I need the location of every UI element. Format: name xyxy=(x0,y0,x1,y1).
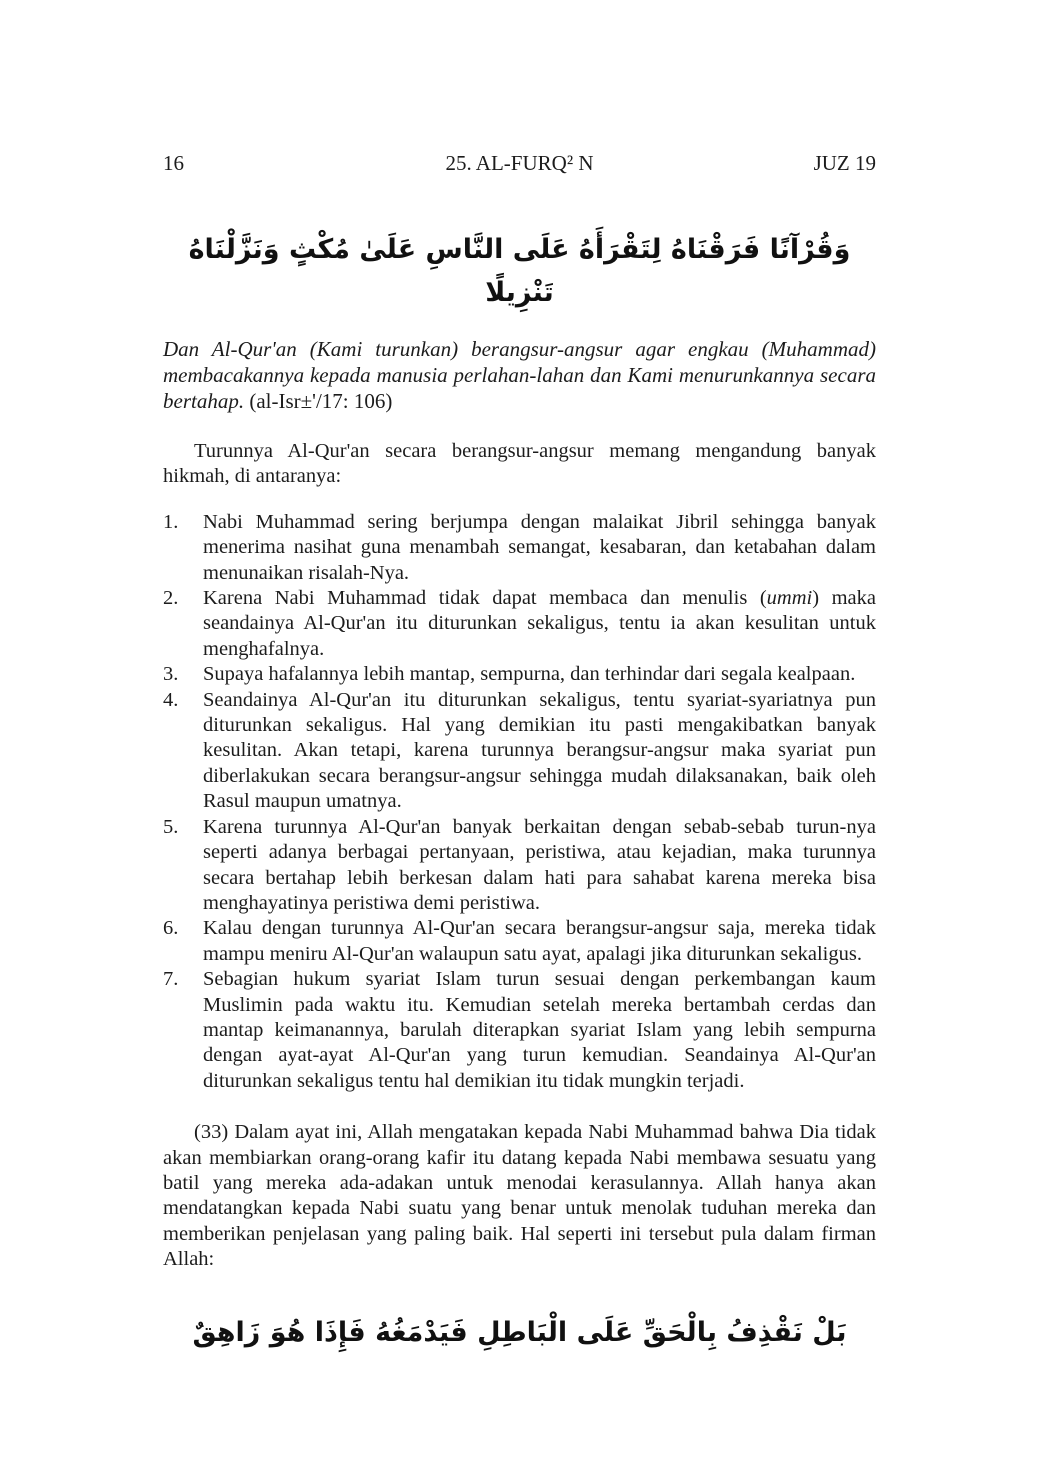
list-item-number: 7. xyxy=(163,968,179,991)
list-item-number: 1. xyxy=(163,510,179,533)
list-item-number: 4. xyxy=(163,688,179,711)
running-header xyxy=(163,150,876,176)
list-item-number: 2. xyxy=(163,587,179,610)
list-item xyxy=(163,662,876,687)
arabic-verse-bottom: بَلْ نَقْذِفُ بِالْحَقِّ عَلَى الْبَاطِلِ فَيَدْمَغُهُ فَإِذَا هُوَ زَاهِقٌ xyxy=(192,1316,847,1348)
verse-33-commentary-paragraph: (33) Dalam ayat ini, Allah mengatakan kepada Nabi Muhammad bahwa Dia tidak akan membiarkan orang-orang kafir itu datang kepada Nabi membawa sesuatu yang batil yang mereka ada-adakan untuk menodai kerasulannya. Allah hanya akan mendatangkan kepada Nabi suatu yang benar untuk menolak tuduhan mereka dan memberikan penjelasan yang paling baik. Hal seperti ini tersebut pula dalam firman Allah: xyxy=(163,1121,876,1271)
verse-translation xyxy=(163,336,876,414)
list-item-text: Kalau dengan turunnya Al-Qur'an secara berangsur-angsur saja, mereka tidak mampu meniru Al-Qur'an walaupun satu ayat, apalagi jika diturunkan sekaligus. xyxy=(203,917,876,965)
arabic-verse-top: وَقُرْآنًا فَرَقْنَاهُ لِتَقْرَأَهُ عَلَى النَّاسِ عَلَىٰ مُكْثٍ وَنَزَّلْنَاهُ تَنْزِيلًا xyxy=(188,234,851,309)
list-item-text xyxy=(203,586,876,662)
translation-citation: (al-Isr±'/17: 106) xyxy=(244,389,393,414)
list-item xyxy=(163,815,876,917)
list-item xyxy=(163,967,876,1094)
translation-italic-text: Dan Al-Qur'an (Kami turunkan) berangsur-angsur agar engkau (Muhammad) membacakannya kepada manusia perlahan-lahan dan Kami menurunkannya secara bertahap. xyxy=(163,337,876,414)
list-item-text: Seandainya Al-Qur'an itu diturunkan sekaligus, tentu syariat-syariatnya pun diturunkan sekaligus. Hal yang demikian itu pasti mengakibatkan banyak kesulitan. Akan tetapi, karena turunnya berangsur-angsur maka syariat pun diberlakukan secara berangsur-angsur sehingga mudah dilaksanakan, baik oleh Rasul maupun umatnya. xyxy=(203,688,876,813)
list-item-text-italic: ummi xyxy=(766,587,813,610)
list-item-text: Karena turunnya Al-Qur'an banyak berkaitan dengan sebab-sebab turun-nya seperti adanya berbagai pertanyaan, peristiwa, atau kejadian, maka turunnya secara bertahap lebih berkesan dalam hati para sahabat karena mereka bisa menghayatinya peristiwa demi peristiwa. xyxy=(203,815,876,914)
list-item-text-pre: Karena Nabi Muhammad tidak dapat membaca dan menulis ( xyxy=(203,587,767,610)
list-item-number: 5. xyxy=(163,815,179,838)
juz-label: JUZ 19 xyxy=(813,151,876,175)
list-item-text: Nabi Muhammad sering berjumpa dengan malaikat Jibril sehingga banyak menerima nasihat guna menambah semangat, kesabaran, dan ketabahan dalam menunaikan risalah-Nya. xyxy=(203,510,876,584)
list-item-number: 3. xyxy=(163,663,179,686)
list-item-text-post: ) maka seandainya Al-Qur'an itu diturunkan sekaligus, tentu ia akan kesulitan untuk menghafalnya. xyxy=(203,587,876,660)
list-item xyxy=(163,510,876,586)
list-item-text: Supaya hafalannya lebih mantap, sempurna, dan terhindar dari segala kealpaan. xyxy=(203,663,856,686)
list-item xyxy=(163,916,876,967)
list-item-number: 6. xyxy=(163,917,179,940)
page-number: 16 xyxy=(163,151,184,175)
list-item-text: Sebagian hukum syariat Islam turun sesuai dengan perkembangan kaum Muslimin pada waktu itu. Kemudian setelah mereka bertambah cerdas dan mantap keimanannya, barulah diterapkan syariat Islam yang lebih sempurna dengan ayat-ayat Al-Qur'an yang turun kemudian. Seandainya Al-Qur'an diturunkan sekaligus tentu hal demikian itu tidak mungkin terjadi. xyxy=(203,968,876,1092)
hikmah-list xyxy=(163,510,876,1094)
intro-paragraph: Turunnya Al-Qur'an secara berangsur-angsur memang mengandung banyak hikmah, di antaranya: xyxy=(163,439,876,487)
list-item xyxy=(163,586,876,662)
chapter-title: 25. AL-FURQ² N xyxy=(445,151,594,175)
list-item xyxy=(163,688,876,815)
